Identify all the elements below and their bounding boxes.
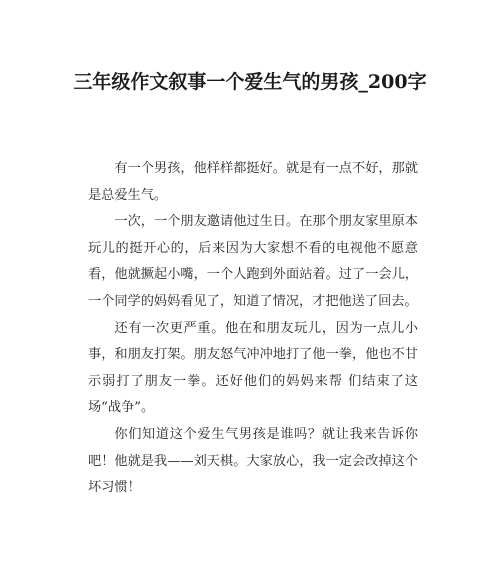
paragraph-3: 还有一次更严重。他在和朋友玩儿，因为一点儿小事，和朋友打架。朋友怒气冲冲地打了他一拳，他也不甘示弱打了朋友一拳。还好他们的妈妈来帮 们结束了这场“战争”。 [88, 320, 418, 416]
paragraph-1: 有一个男孩，他样样都挺好。就是有一点不好，那就是总爱生气。 [88, 161, 418, 203]
document-body [88, 156, 418, 502]
paragraph-4: 你们知道这个爱生气男孩是谁吗？就让我来告诉你吧！他就是我——刘天棋。大家放心，我一定会改掉这个坏习惯！ [88, 426, 418, 496]
paragraph-2: 一次，一个朋友邀请他过生日。在那个朋友家里原本玩儿的挺开心的，后来因为大家想不看的电视他不愿意看，他就撅起小嘴，一个人跑到外面站着。过了一会儿，一个同学的妈妈看见了，知道了情况，才把他送了回去。 [88, 214, 418, 309]
document-title: 三年级作文叙事一个爱生气的男孩_200字 [73, 71, 427, 93]
